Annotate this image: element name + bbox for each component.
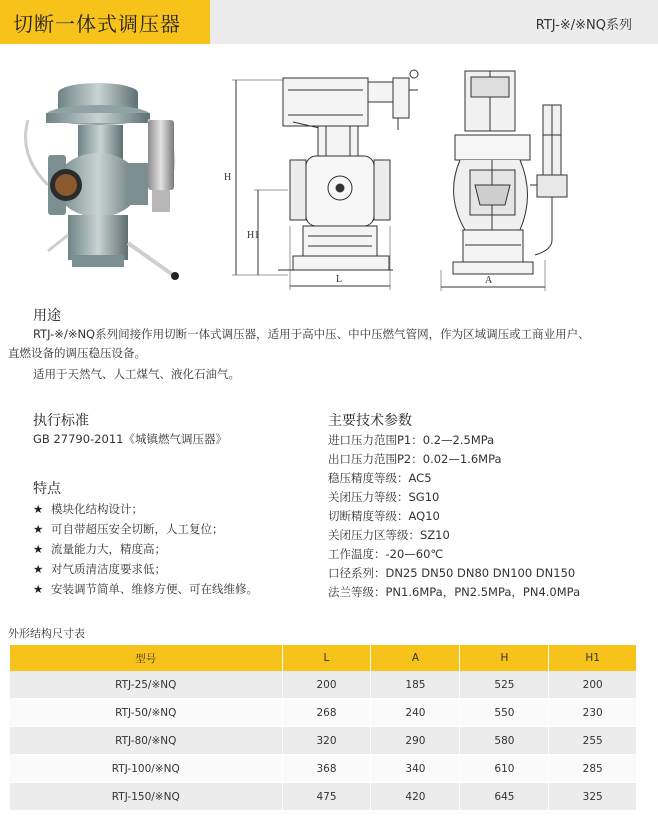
- product-photo: [8, 75, 203, 290]
- table-cell: 230: [549, 699, 636, 727]
- feature-item: ★ 可自带超压安全切断，人工复位；: [33, 519, 258, 539]
- param-item: 进口压力范围P1：0.2—2.5MPa: [328, 433, 495, 447]
- table-caption: 外形结构尺寸表: [8, 627, 85, 640]
- col-header-h: H: [460, 645, 549, 671]
- feature-item: ★ 对气质清洁度要求低；: [33, 559, 258, 579]
- table-cell: 290: [371, 727, 460, 755]
- table-row: [10, 783, 636, 811]
- features-heading: 特点: [33, 481, 61, 497]
- param-item: 工作温度：-20—60℃: [328, 547, 444, 561]
- table-cell: 610: [460, 755, 549, 783]
- star-icon: ★: [33, 502, 44, 516]
- feature-item: ★ 流量能力大，精度高；: [33, 539, 258, 559]
- table-cell: 645: [460, 783, 549, 811]
- col-header-h1: H1: [549, 645, 636, 671]
- page-title: 切断一体式调压器: [13, 12, 181, 36]
- star-icon: ★: [33, 562, 44, 576]
- title-tab: [0, 0, 210, 44]
- table-cell: RTJ-50/※NQ: [10, 699, 282, 727]
- table-row: [10, 699, 636, 727]
- table-row: [10, 671, 636, 699]
- model-series: RTJ-※/※NQ系列: [535, 18, 632, 33]
- table-cell: 320: [282, 727, 371, 755]
- table-cell: 340: [371, 755, 460, 783]
- table-cell: 525: [460, 671, 549, 699]
- star-icon: ★: [33, 542, 44, 556]
- table-header-row: [10, 645, 636, 671]
- param-item: 关闭压力等级：SG10: [328, 490, 440, 504]
- table-cell: 285: [549, 755, 636, 783]
- params-list: [328, 431, 580, 602]
- dim-label-h1: H1: [247, 230, 260, 241]
- usage-line-1: RTJ-※/※NQ系列间接作用切断一体式调压器，适用于高中压、中中压燃气管网，作为区域调压或工商业用户、: [33, 327, 590, 341]
- dim-label-a: A: [485, 275, 493, 286]
- section-view-drawing: [435, 65, 585, 297]
- usage-line-3: 适用于天然气、人工煤气、液化石油气。: [33, 367, 240, 381]
- table-cell: 368: [282, 755, 371, 783]
- table-cell: RTJ-25/※NQ: [10, 671, 282, 699]
- standard-text: GB 27790-2011《城镇燃气调压器》: [33, 432, 227, 446]
- features-list: [33, 499, 258, 599]
- col-header-model: 型号: [10, 645, 282, 671]
- param-item: 出口压力范围P2：0.02—1.6MPa: [328, 452, 502, 466]
- param-item: 口径系列：DN25 DN50 DN80 DN100 DN150: [328, 566, 576, 580]
- col-header-l: L: [282, 645, 371, 671]
- param-item: 稳压精度等级：AC5: [328, 471, 432, 485]
- usage-heading: 用途: [33, 308, 61, 324]
- param-item: 法兰等级：PN1.6MPa，PN2.5MPa，PN4.0MPa: [328, 585, 581, 599]
- table-cell: RTJ-80/※NQ: [10, 727, 282, 755]
- table-cell: 420: [371, 783, 460, 811]
- table-cell: 200: [282, 671, 371, 699]
- table-cell: 325: [549, 783, 636, 811]
- table-cell: 475: [282, 783, 371, 811]
- table-row: [10, 755, 636, 783]
- table-cell: 580: [460, 727, 549, 755]
- dimension-table: [10, 645, 636, 811]
- table-cell: 268: [282, 699, 371, 727]
- table-cell: 200: [549, 671, 636, 699]
- table-cell: 550: [460, 699, 549, 727]
- star-icon: ★: [33, 522, 44, 536]
- param-item: 关闭压力区等级：SZ10: [328, 528, 450, 542]
- table-cell: 185: [371, 671, 460, 699]
- star-icon: ★: [33, 582, 44, 596]
- params-heading: 主要技术参数: [328, 413, 412, 429]
- table-row: [10, 727, 636, 755]
- table-cell: RTJ-150/※NQ: [10, 783, 282, 811]
- dim-label-h: H: [224, 172, 232, 183]
- param-item: 切断精度等级：AQ10: [328, 509, 440, 523]
- feature-item: ★ 安装调节简单、维修方便、可在线维修。: [33, 579, 258, 599]
- feature-item: ★ 模块化结构设计；: [33, 499, 258, 519]
- standard-heading: 执行标准: [33, 413, 89, 429]
- usage-line-2: 直燃设备的调压稳压设备。: [8, 346, 146, 360]
- col-header-a: A: [371, 645, 460, 671]
- front-view-drawing: [218, 60, 433, 298]
- dim-label-l: L: [336, 274, 343, 285]
- table-cell: RTJ-100/※NQ: [10, 755, 282, 783]
- table-cell: 240: [371, 699, 460, 727]
- table-cell: 255: [549, 727, 636, 755]
